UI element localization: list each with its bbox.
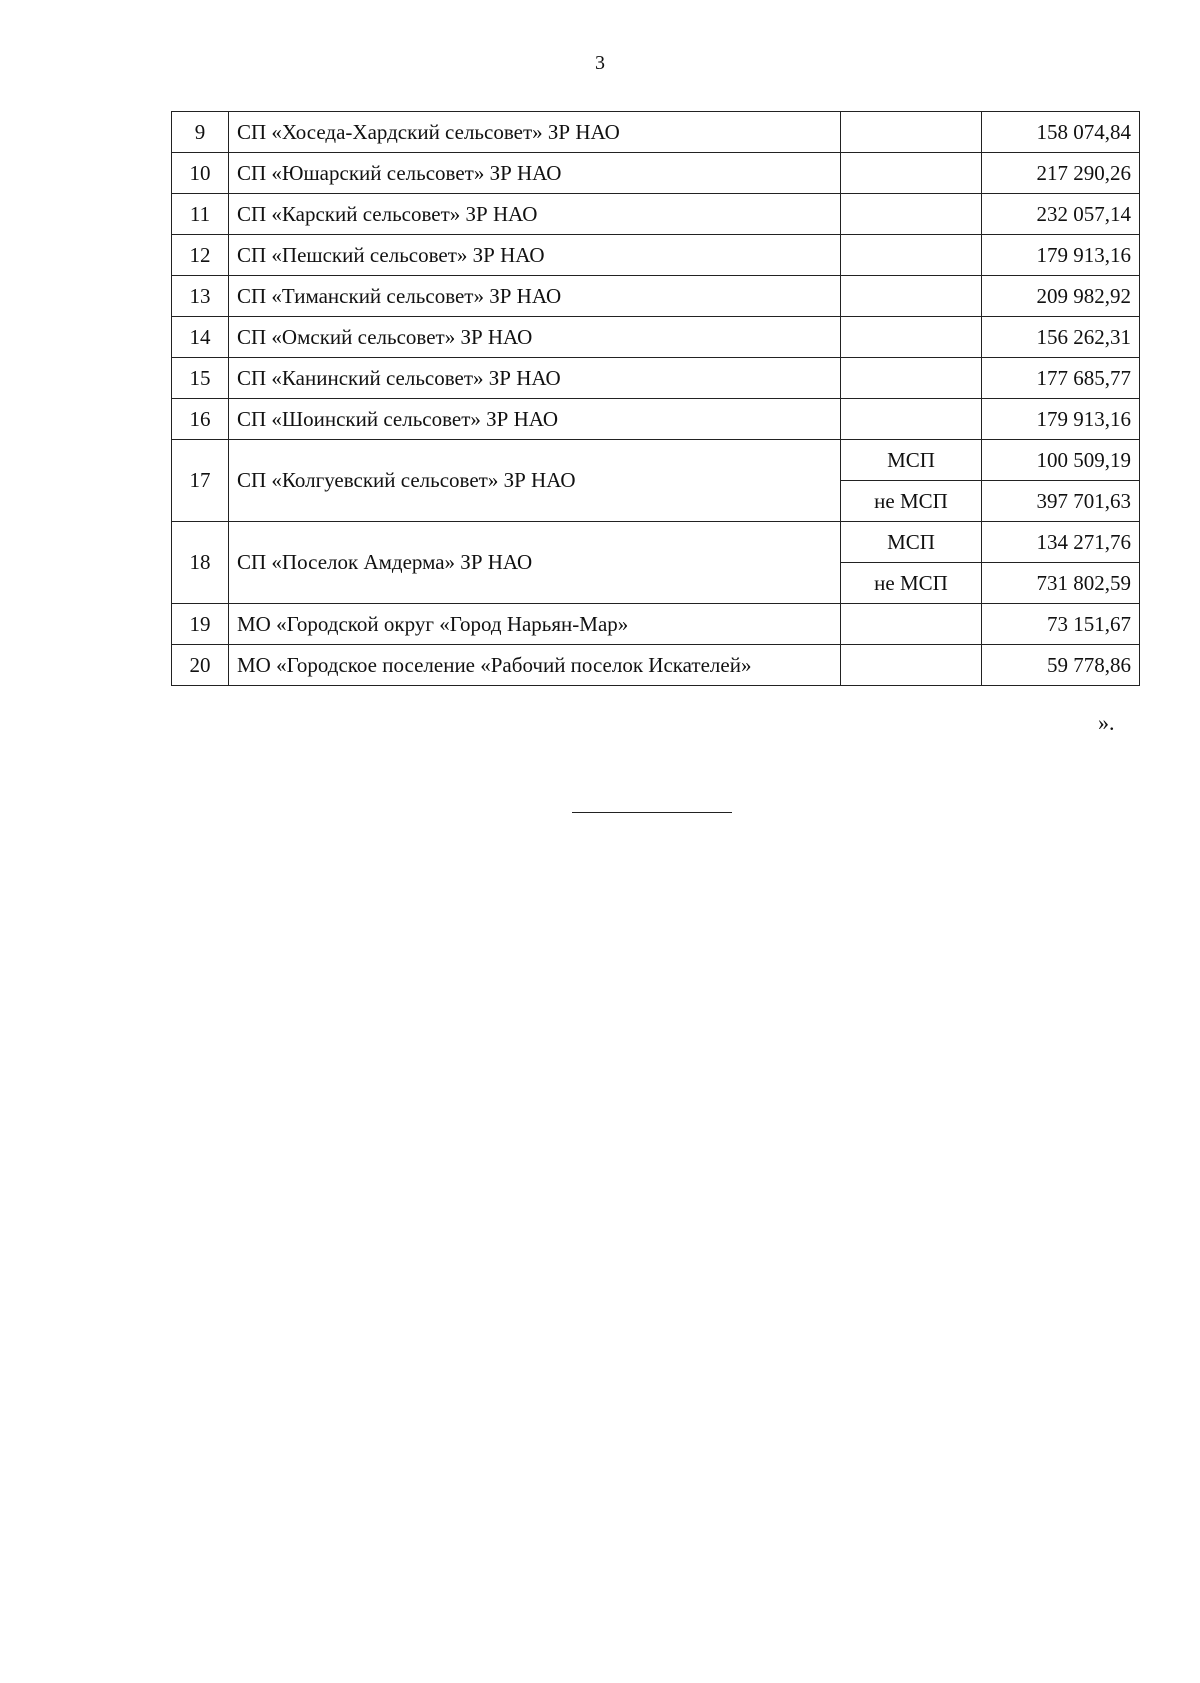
- settlement-name: СП «Пешский сельсовет» ЗР НАО: [229, 235, 841, 276]
- table-row: [172, 358, 1140, 399]
- settlement-name: СП «Юшарский сельсовет» ЗР НАО: [229, 153, 841, 194]
- amount: 59 778,86: [982, 645, 1140, 686]
- amount: 209 982,92: [982, 276, 1140, 317]
- table-row: [172, 645, 1140, 686]
- table-row: [172, 399, 1140, 440]
- settlement-name: СП «Омский сельсовет» ЗР НАО: [229, 317, 841, 358]
- row-number: 13: [172, 276, 229, 317]
- table-row: [172, 440, 1140, 481]
- entity-type: не МСП: [841, 481, 982, 522]
- amount: 100 509,19: [982, 440, 1140, 481]
- row-number: 14: [172, 317, 229, 358]
- amount: 156 262,31: [982, 317, 1140, 358]
- amount: 158 074,84: [982, 112, 1140, 153]
- table-row: [172, 317, 1140, 358]
- settlement-name: СП «Колгуевский сельсовет» ЗР НАО: [229, 440, 841, 522]
- amount: 232 057,14: [982, 194, 1140, 235]
- row-number: 15: [172, 358, 229, 399]
- table-row: [172, 604, 1140, 645]
- row-number: 18: [172, 522, 229, 604]
- entity-type: [841, 358, 982, 399]
- settlement-name: СП «Канинский сельсовет» ЗР НАО: [229, 358, 841, 399]
- settlement-name: СП «Тиманский сельсовет» ЗР НАО: [229, 276, 841, 317]
- row-number: 16: [172, 399, 229, 440]
- closing-quote: ».: [1098, 710, 1115, 735]
- entity-type: [841, 153, 982, 194]
- amount: 177 685,77: [982, 358, 1140, 399]
- row-number: 12: [172, 235, 229, 276]
- amount: 731 802,59: [982, 563, 1140, 604]
- entity-type: [841, 399, 982, 440]
- settlement-name: МО «Городское поселение «Рабочий поселок Искателей»: [229, 645, 841, 686]
- entity-type: не МСП: [841, 563, 982, 604]
- settlement-name: СП «Карский сельсовет» ЗР НАО: [229, 194, 841, 235]
- page-number: 3: [595, 52, 605, 74]
- entity-type: МСП: [841, 440, 982, 481]
- row-number: 20: [172, 645, 229, 686]
- settlement-name: СП «Поселок Амдерма» ЗР НАО: [229, 522, 841, 604]
- entity-type: [841, 317, 982, 358]
- amount: 217 290,26: [982, 153, 1140, 194]
- amount: 397 701,63: [982, 481, 1140, 522]
- table-row: [172, 112, 1140, 153]
- row-number: 17: [172, 440, 229, 522]
- amount: 179 913,16: [982, 235, 1140, 276]
- settlement-name: МО «Городской округ «Город Нарьян-Мар»: [229, 604, 841, 645]
- entity-type: [841, 235, 982, 276]
- table-row: [172, 194, 1140, 235]
- entity-type: [841, 112, 982, 153]
- amount: 73 151,67: [982, 604, 1140, 645]
- amount: 179 913,16: [982, 399, 1140, 440]
- table-row: [172, 522, 1140, 563]
- row-number: 11: [172, 194, 229, 235]
- end-of-document-line: [572, 812, 732, 813]
- settlement-name: СП «Хоседа-Хардский сельсовет» ЗР НАО: [229, 112, 841, 153]
- row-number: 9: [172, 112, 229, 153]
- budget-allocation-table: [171, 111, 1140, 686]
- entity-type: [841, 276, 982, 317]
- amount: 134 271,76: [982, 522, 1140, 563]
- table-row: [172, 235, 1140, 276]
- entity-type: [841, 194, 982, 235]
- entity-type: [841, 645, 982, 686]
- entity-type: МСП: [841, 522, 982, 563]
- settlement-name: СП «Шоинский сельсовет» ЗР НАО: [229, 399, 841, 440]
- table-row: [172, 153, 1140, 194]
- table-row: [172, 276, 1140, 317]
- entity-type: [841, 604, 982, 645]
- row-number: 19: [172, 604, 229, 645]
- row-number: 10: [172, 153, 229, 194]
